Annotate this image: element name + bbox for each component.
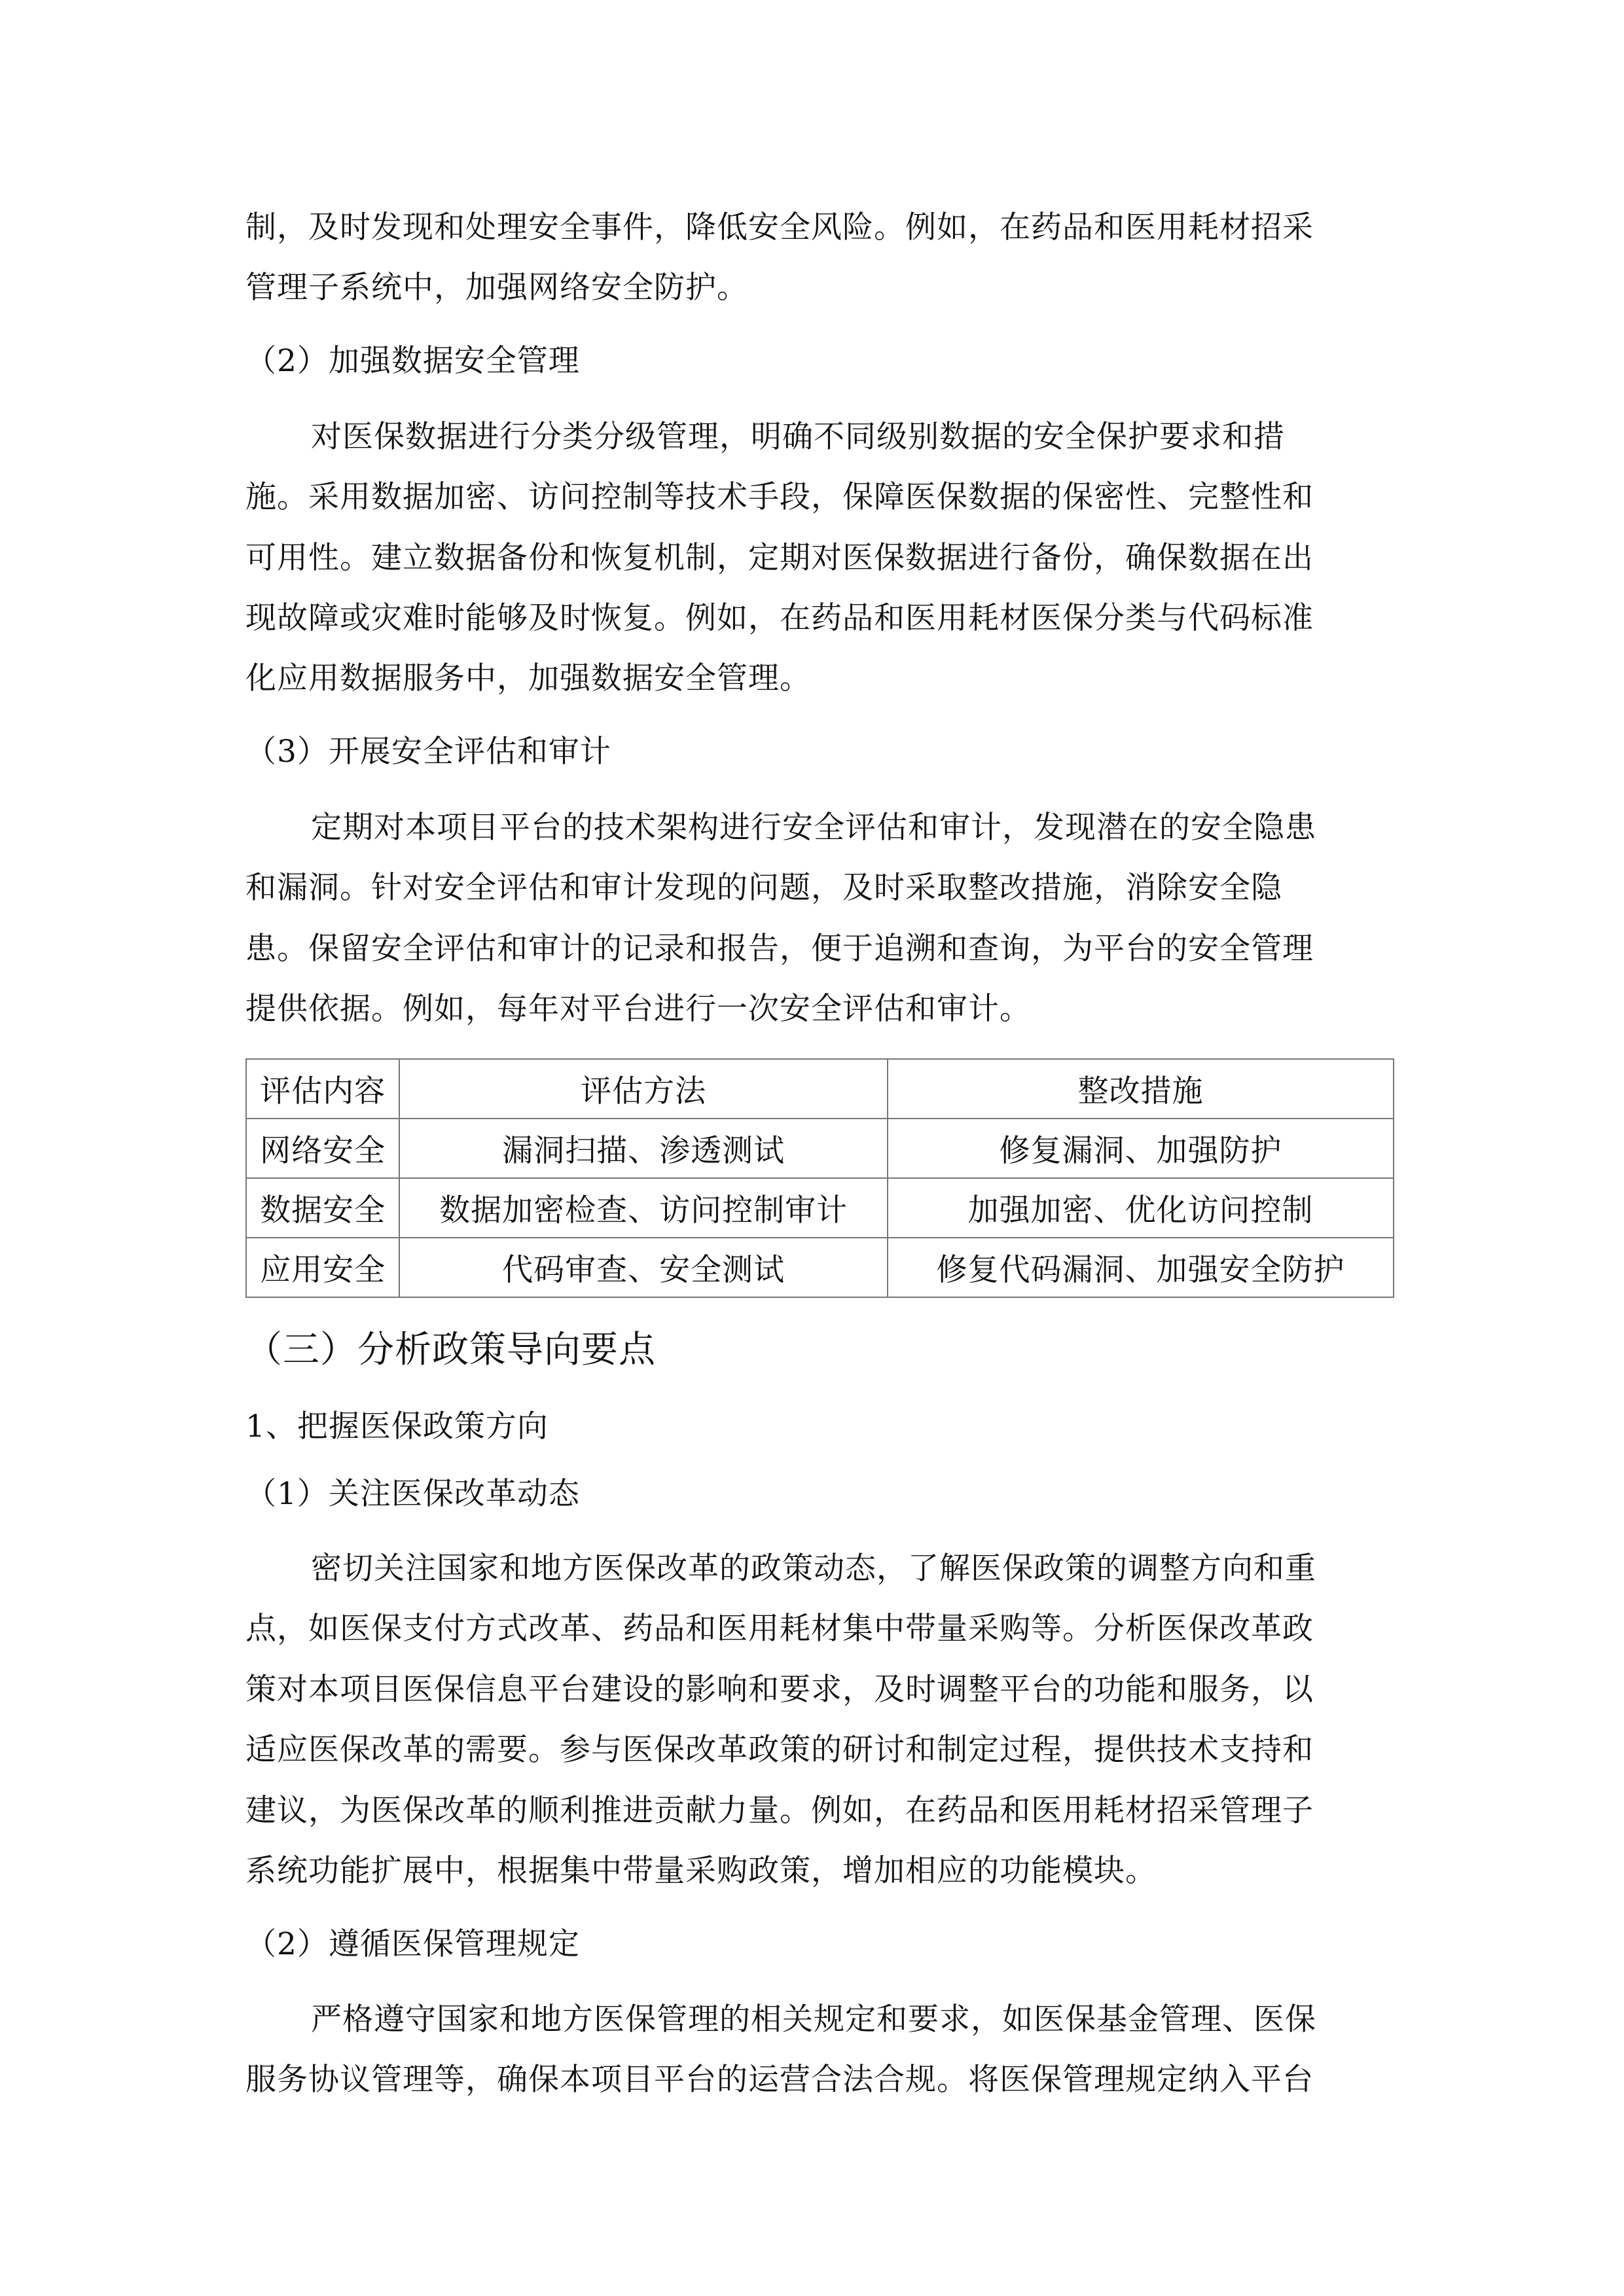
paragraph-line: 可用性。建立数据备份和恢复机制，定期对医保数据进行备份，确保数据在出 xyxy=(245,540,1314,576)
paragraph-line: 严格遵守国家和地方医保管理的相关规定和要求，如医保基金管理、医保 xyxy=(311,2001,1316,2037)
table-cell: 加强加密、优化访问控制 xyxy=(888,1178,1394,1238)
table-header-row xyxy=(246,1059,1394,1119)
table-cell: 漏洞扫描、渗透测试 xyxy=(399,1119,888,1178)
paragraph-line: 系统功能扩展中，根据集中带量采购政策，增加相应的功能模块。 xyxy=(245,1853,1157,1889)
paragraph-line: 策对本项目医保信息平台建设的影响和要求，及时调整平台的功能和服务，以 xyxy=(245,1672,1314,1708)
section-heading: （3）开展安全评估和审计 xyxy=(245,734,611,770)
table-row xyxy=(246,1178,1394,1238)
chapter-title: （三）分析政策导向要点 xyxy=(245,1329,656,1371)
paragraph-line: 定期对本项目平台的技术架构进行安全评估和审计，发现潜在的安全隐患 xyxy=(311,810,1316,846)
table-row xyxy=(246,1238,1394,1297)
assessment-table xyxy=(245,1058,1394,1298)
paragraph-line: 服务协议管理等，确保本项目平台的运营合法合规。将医保管理规定纳入平台 xyxy=(245,2062,1314,2098)
paragraph-line: 化应用数据服务中，加强数据安全管理。 xyxy=(245,660,811,696)
section-heading: （1）关注医保改革动态 xyxy=(245,1476,580,1512)
table-cell: 应用安全 xyxy=(246,1238,399,1297)
paragraph-line: 和漏洞。针对安全评估和审计发现的问题，及时采取整改措施，消除安全隐 xyxy=(245,870,1282,906)
table-cell: 代码审查、安全测试 xyxy=(399,1238,888,1297)
subsection-title: 1、把握医保政策方向 xyxy=(245,1408,549,1444)
table-cell: 修复代码漏洞、加强安全防护 xyxy=(888,1238,1394,1297)
paragraph-line: 提供依据。例如，每年对平台进行一次安全评估和审计。 xyxy=(245,991,1031,1027)
table-header-cell: 整改措施 xyxy=(888,1059,1394,1119)
table-header-cell: 评估内容 xyxy=(246,1059,399,1119)
paragraph-line: 制，及时发现和处理安全事件，降低安全风险。例如，在药品和医用耗材招采 xyxy=(245,209,1314,245)
paragraph-line: 现故障或灾难时能够及时恢复。例如，在药品和医用耗材医保分类与代码标准 xyxy=(245,600,1314,636)
table-cell: 数据安全 xyxy=(246,1178,399,1238)
table-cell: 数据加密检查、访问控制审计 xyxy=(399,1178,888,1238)
paragraph-line: 点，如医保支付方式改革、药品和医用耗材集中带量采购等。分析医保改革政 xyxy=(245,1611,1314,1647)
section-heading: （2）加强数据安全管理 xyxy=(245,343,580,379)
paragraph-line: 适应医保改革的需要。参与医保改革政策的研讨和制定过程，提供技术支持和 xyxy=(245,1732,1314,1768)
paragraph-line: 密切关注国家和地方医保改革的政策动态，了解医保政策的调整方向和重 xyxy=(311,1551,1316,1587)
paragraph-line: 建议，为医保改革的顺利推进贡献力量。例如，在药品和医用耗材招采管理子 xyxy=(245,1793,1314,1829)
table-header-cell: 评估方法 xyxy=(399,1059,888,1119)
table-cell: 修复漏洞、加强防护 xyxy=(888,1119,1394,1178)
section-heading: （2）遵循医保管理规定 xyxy=(245,1926,580,1962)
paragraph-line: 患。保留安全评估和审计的记录和报告，便于追溯和查询，为平台的安全管理 xyxy=(245,931,1314,967)
paragraph-line: 对医保数据进行分类分级管理，明确不同级别数据的安全保护要求和措 xyxy=(311,419,1285,455)
table-cell: 网络安全 xyxy=(246,1119,399,1178)
paragraph-line: 管理子系统中，加强网络安全防护。 xyxy=(245,270,748,306)
paragraph-line: 施。采用数据加密、访问控制等技术手段，保障医保数据的保密性、完整性和 xyxy=(245,479,1314,515)
table-row xyxy=(246,1119,1394,1178)
